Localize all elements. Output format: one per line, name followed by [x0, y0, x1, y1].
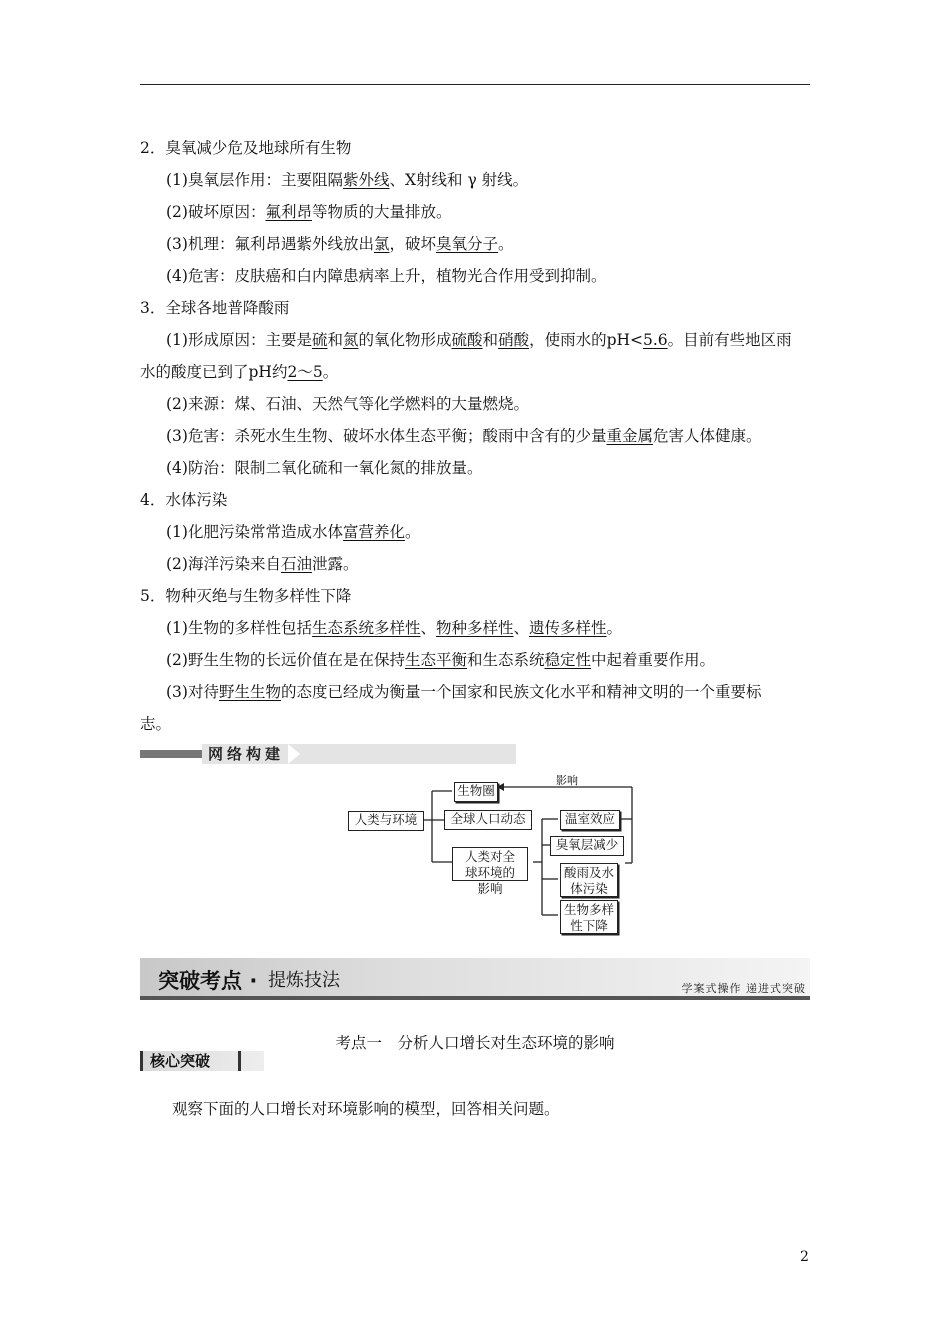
breakthrough-banner: [140, 958, 810, 1002]
section-5-heading: 5．物种灭绝与生物多样性下降: [140, 587, 352, 605]
section-4-item-2: (2)海洋污染来自石油泄露。: [166, 555, 359, 573]
breakthrough-subtitle: 提炼技法: [268, 970, 340, 991]
section-3-item-3: (3)危害：杀死水生生物、破坏水体生态平衡；酸雨中含有的少量重金属危害人体健康。: [166, 427, 762, 445]
core-left-bar: [140, 1051, 143, 1071]
node-human-environment: 人类与环境: [348, 811, 424, 831]
section-3-item-2: (2)来源：煤、石油、天然气等化学燃料的大量燃烧。: [166, 395, 529, 413]
exam-point-title: 考点一 分析人口增长对生态环境的影响: [335, 1034, 615, 1052]
section-5-item-1: (1)生物的多样性包括生态系统多样性、物种多样性、遗传多样性。: [166, 619, 623, 637]
section-5-item-2: (2)野生生物的长远价值在是在保持生态平衡和生态系统稳定性中起着重要作用。: [166, 651, 716, 669]
network-banner-label: 网络构建: [208, 745, 285, 763]
breakthrough-banner-underline: [140, 996, 810, 1000]
breakthrough-tagline: 学案式操作 递进式突破: [681, 982, 806, 995]
section-2-heading: 2．臭氧减少危及地球所有生物: [140, 139, 352, 157]
intro-paragraph: 观察下面的人口增长对环境影响的模型，回答相关问题。: [172, 1100, 560, 1118]
section-3-item-1-cont: 水的酸度已到了pH约2～5。: [140, 363, 339, 381]
header-rule: [140, 84, 810, 85]
banner-dark-bar: [140, 750, 202, 758]
banner-arrow-icon: [288, 744, 300, 764]
node-greenhouse-effect: 温室效应: [560, 810, 620, 830]
section-2-item-3: (3)机理：氟利昂遇紫外线放出氯，破坏臭氧分子。: [166, 235, 514, 253]
node-population-dynamics: 全球人口动态: [444, 810, 532, 830]
section-4-heading: 4．水体污染: [140, 491, 228, 509]
core-label-text: 核心突破: [150, 1052, 211, 1070]
core-breakthrough-label: [140, 1051, 264, 1071]
node-biodiversity-decline: 生物多样性下降: [560, 900, 618, 934]
node-biosphere: 生物圈: [454, 782, 498, 802]
page-number: 2: [800, 1249, 809, 1265]
core-right-bar: [238, 1051, 241, 1071]
section-2-item-1: (1)臭氧层作用：主要阻隔紫外线、X射线和 γ 射线。: [166, 171, 529, 189]
section-3-heading: 3．全球各地普降酸雨: [140, 299, 290, 317]
section-3-item-1: (1)形成原因：主要是硫和氮的氧化物形成硫酸和硝酸，使雨水的pH<5.6。目前有些地区雨: [166, 331, 792, 349]
section-4-item-1: (1)化肥污染常常造成水体富营养化。: [166, 523, 421, 541]
section-3-item-4: (4)防治：限制二氧化硫和一氧化氮的排放量。: [166, 459, 483, 477]
node-acid-rain-water-pollution: 酸雨及水体污染: [560, 863, 618, 897]
section-2-item-2: (2)破坏原因：氟利昂等物质的大量排放。: [166, 203, 452, 221]
concept-map: [340, 772, 640, 942]
breakthrough-title: [158, 968, 257, 994]
breakthrough-dot: ·: [249, 969, 258, 993]
section-5-item-3-cont: 志。: [140, 715, 172, 733]
edge-label-influence: 影响: [556, 774, 578, 787]
network-banner: [140, 744, 516, 764]
section-2-item-4: (4)危害：皮肤癌和白内障患病率上升，植物光合作用受到抑制。: [166, 267, 607, 285]
node-ozone-reduction: 臭氧层减少: [550, 836, 624, 856]
breakthrough-title-main: 突破考点: [158, 969, 242, 993]
section-5-item-3: (3)对待野生生物的态度已经成为衡量一个国家和民族文化水平和精神文明的一个重要标: [166, 683, 762, 701]
node-human-impact: 人类对全球环境的影响: [452, 847, 528, 881]
